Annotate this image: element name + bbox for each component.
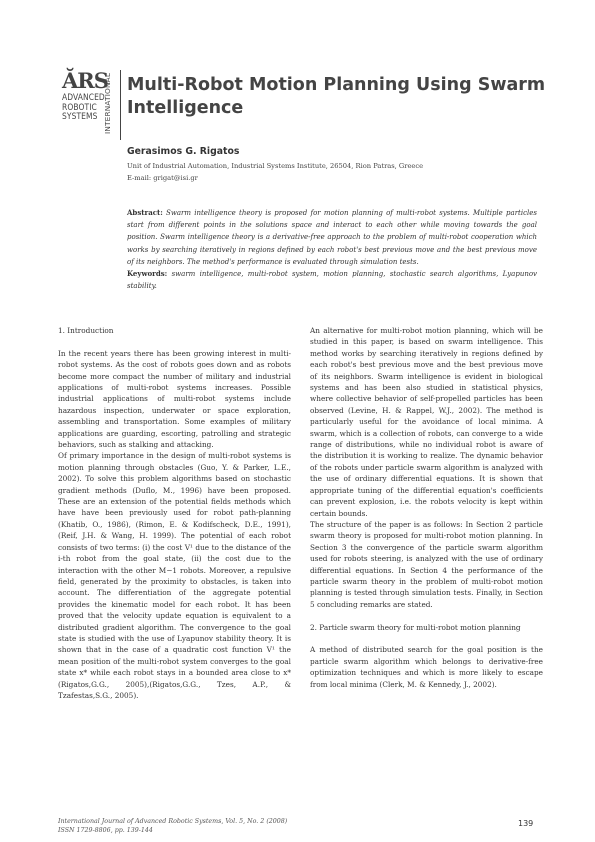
journal-issn: ISSN 1729-8806, pp. 139-144 xyxy=(58,827,153,834)
journal-footer xyxy=(58,817,287,835)
keywords-label: Keywords: xyxy=(127,269,168,279)
paragraph: Of primary importance in the design of multi-robot systems is motion planning through obstacles (Guo, Y. & Parker, L.E., 2002). To solve this problem algorithms based on stochastic gradient methods (Duflo, M., 1996) have been proposed. These are an extension of the potential fields methods which have have been previously used for robot path-planning (Khatib, O., 1986), (Rimon, E. & Kodifscheck, D.E., 1991), (Reif, J.H. & Wang, H. 1999). The potential of each robot consists of two terms: (i) the cost V¹ due to the distance of the i-th robot from the goal state, (ii) the cost due to the interaction with the other M−1 robots. Moreover, a repulsive field, generated by the proximity to obstacles, is taken into account. The differentiation of the aggregate potential provides the kinematic model for each robot. It has been proved that the velocity update equation is equivalent to a distributed gradient algorithm. The convergence to the goal state is studied with the use of Lyapunov stability theory. It is shown that in the case of a quadratic cost function V¹ the mean position of the multi-robot system converges to the goal state x* while each robot stays in a bounded area close to x* (Rigatos,G.G., 2005),(Rigatos,G.G., Tzes, A.P., & Tzafestas,S.G., 2005). xyxy=(58,451,291,700)
logo-ars-mark: ĂRS xyxy=(62,68,108,93)
page-number: 139 xyxy=(518,819,534,828)
logo-international: INTERNATIONAL xyxy=(103,72,112,134)
paragraph: An alternative for multi-robot motion planning, which will be studied in this paper, is based on swarm intelligence. This method works by searching iteratively in regions defined by each robot's best previous move and the best previous move of its neighbors. Swarm intelligence is evident in biological systems and has been also studied in statistical physics, where collective behavior of self-propelled particles has been observed (Levine, H. & Rappel, W.J., 2002). The method is particularly useful for the avoidance of local minima. A swarm, which is a collection of robots, can converge to a wide range of distributions, while no individual robot is aware of the distribution it is working to realize. The dynamic behavior of the robots under particle swarm algorithm is analyzed with the use of ordinary differential equations. It is shown that appropriate tuning of the differential equation's coefficients can prevent explosion, i.e. the robots velocity is kept within certain bounds. xyxy=(310,326,543,518)
paper-title: Multi-Robot Motion Planning Using Swarm Intelligence xyxy=(127,75,546,118)
logo-vertical-text xyxy=(103,72,111,134)
journal-citation: International Journal of Advanced Robotic Systems, Vol. 5, No. 2 (2008) xyxy=(58,818,288,825)
right-column xyxy=(310,325,543,690)
section-heading-particle-swarm: 2. Particle swarm theory for multi-robot motion planning xyxy=(310,622,521,632)
author-affiliation xyxy=(127,160,423,184)
abstract-block xyxy=(127,207,537,292)
abstract-text: Swarm intelligence theory is proposed for motion planning of multi-robot systems. Multiple particles start from different points in the solutions space and interact to each other while moving towards the goal position. Swarm intelligence theory is a derivative-free approach to the problem of multi-robot cooperation which works by searching iteratively in regions defined by each robot's best previous move and the best previous move of its neighbors. The method's performance is evaluated through simulation tests. xyxy=(127,209,537,266)
logo-divider xyxy=(120,70,121,140)
journal-logo xyxy=(60,70,120,138)
author-email: E-mail: grigat@isi.gr xyxy=(127,174,198,182)
abstract-label: Abstract: xyxy=(127,208,163,217)
left-column xyxy=(58,325,291,701)
author-name: Gerasimos G. Rigatos xyxy=(127,146,240,157)
paragraph: A method of distributed search for the goal position is the particle swarm algorithm which belongs to derivative-free optimization techniques and which is more likely to escape from local minima (Clerk, M. & Kennedy, J., 2002). xyxy=(310,645,543,689)
paragraph: The structure of the paper is as follows: In Section 2 particle swarm theory is proposed for multi-robot motion planning. In Section 3 the convergence of the particle swarm algorithm used for robots steering, is analyzed with the use of ordinary differential equations. In Section 4 the performance of the particle swarm theory in the problem of multi-robot motion planning is tested through simulation tests. Finally, in Section 5 concluding remarks are stated. xyxy=(310,519,543,609)
keywords xyxy=(127,268,537,292)
section-heading-introduction: 1. Introduction xyxy=(58,326,114,335)
logo-line-robotic: ROBOTIC xyxy=(62,101,97,112)
paragraph: In the recent years there has been growing interest in multi-robot systems. As the cost of robots goes down and as robots become more compact the number of military and industrial applications of multi-robot systems increases. Possible industrial applications of multi-robot systems include hazardous inspection, underwater or space exploration, assembling and transportation. Some examples of military applications are guarding, escorting, patrolling and strategic behaviors, such as stalking and attacking. xyxy=(58,348,291,450)
abstract xyxy=(127,207,537,268)
affiliation-line: Unit of Industrial Automation, Industrial Systems Institute, 26504, Rion Patras, Greece xyxy=(127,162,424,170)
logo-line-systems: SYSTEMS xyxy=(62,111,98,122)
logo-line-advanced: ADVANCED xyxy=(62,92,105,102)
logo-text xyxy=(62,93,105,122)
keywords-text: swarm intelligence, multi-robot system, motion planning, stochastic search algorithms, Lyapunov stability. xyxy=(127,270,537,291)
